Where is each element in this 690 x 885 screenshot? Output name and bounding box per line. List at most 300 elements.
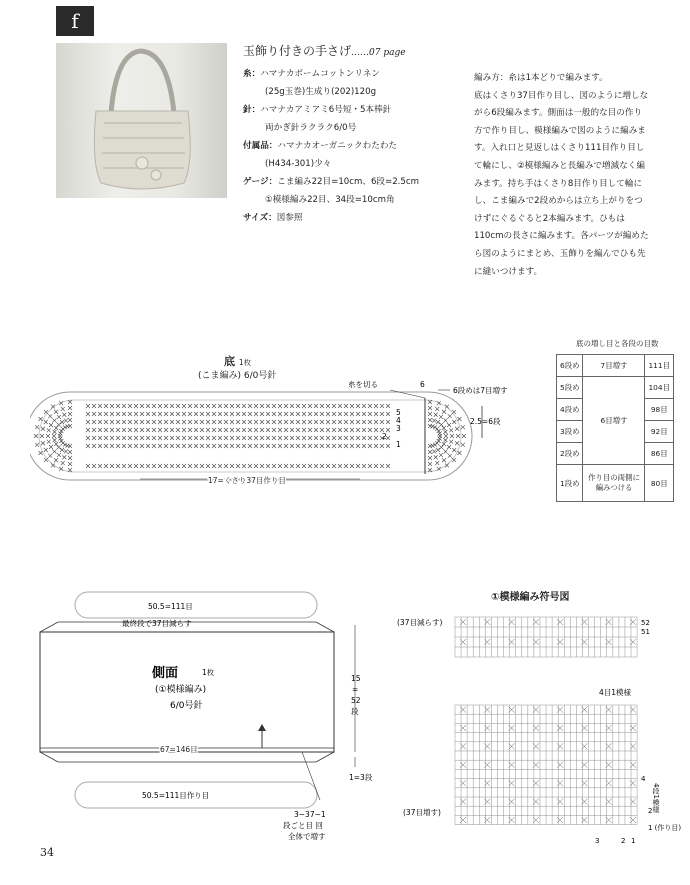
stitch-mark: [212, 464, 216, 468]
dec-note: (37目減らす): [397, 618, 443, 627]
stitch-mark: [60, 448, 64, 452]
stitch-mark: [212, 412, 216, 416]
stitch-mark: [272, 404, 276, 408]
stitch-mark: [308, 444, 312, 448]
stitch-mark: [224, 444, 228, 448]
total-cell: 80目: [645, 465, 674, 502]
stitch-mark: [326, 428, 330, 432]
stitch-mark: [332, 412, 336, 416]
stitch-mark: [326, 464, 330, 468]
stitch-mark: [449, 440, 453, 444]
row-number: 4: [641, 775, 646, 783]
stitch-mark: [461, 425, 465, 429]
stitch-mark: [182, 428, 186, 432]
total-cell: 98目: [645, 399, 674, 421]
stitch-mark: [338, 420, 342, 424]
instruction-line: て輪にし、②模様編みと長編みで増減なく編: [474, 160, 645, 171]
stitch-mark: [296, 436, 300, 440]
inc-note: 段ごと目 回: [283, 821, 323, 830]
stitch-mark: [194, 444, 198, 448]
stitch-mark: [218, 428, 222, 432]
stitch-mark: [104, 464, 108, 468]
stitch-mark: [116, 444, 120, 448]
stitch-mark: [170, 404, 174, 408]
stitch-mark: [170, 428, 174, 432]
round-cell: 3段め: [557, 421, 583, 443]
stitch-mark: [260, 404, 264, 408]
stitch-mark: [242, 420, 246, 424]
stitch-mark: [92, 436, 96, 440]
stitch-mark: [224, 464, 228, 468]
spec-text: (25g玉巻)生成り(202)120g: [265, 87, 377, 97]
stitch-mark: [98, 436, 102, 440]
stitch-mark: [442, 410, 446, 414]
instruction-line: す。入れ口と見返しはくさり111目作り目し: [474, 143, 645, 154]
stitch-mark: [436, 448, 440, 452]
stitch-mark: [272, 428, 276, 432]
title-text: 玉飾り付きの手さげ: [243, 44, 352, 58]
stitch-mark: [182, 464, 186, 468]
stitch-mark: [428, 456, 432, 460]
stitch-mark: [218, 444, 222, 448]
stitch-mark: [54, 410, 58, 414]
stitch-mark: [158, 444, 162, 448]
row-label: 4: [396, 416, 401, 425]
inc-cell: 作り目の両側に編みつける: [583, 465, 645, 502]
stitch-mark: [212, 444, 216, 448]
round-cell: 4段め: [557, 399, 583, 421]
stitch-mark: [284, 420, 288, 424]
stitch-mark: [332, 420, 336, 424]
stitch-mark: [314, 428, 318, 432]
stitch-mark: [98, 420, 102, 424]
stitch-mark: [158, 412, 162, 416]
stitch-mark: [218, 412, 222, 416]
stitch-mark: [188, 428, 192, 432]
stitch-mark: [164, 428, 168, 432]
stitch-mark: [188, 464, 192, 468]
section-letter: f: [56, 6, 94, 36]
stitch-mark: [302, 412, 306, 416]
stitch-mark: [122, 444, 126, 448]
stitch-mark: [140, 436, 144, 440]
stitch-mark: [448, 454, 452, 458]
stitch-mark: [350, 436, 354, 440]
stitch-mark: [98, 412, 102, 416]
spec-line: [243, 160, 331, 169]
height-unit: 段: [351, 707, 359, 716]
stitch-mark: [260, 420, 264, 424]
height-rows: 52: [351, 696, 361, 705]
stitch-mark: [320, 404, 324, 408]
stitch-mark: [176, 420, 180, 424]
stitch-mark: [206, 420, 210, 424]
stitch-mark: [134, 436, 138, 440]
stitch-mark: [350, 444, 354, 448]
bag-illustration: [56, 43, 227, 198]
stitch-mark: [326, 412, 330, 416]
round-cell: 2段め: [557, 443, 583, 465]
stitch-mark: [362, 444, 366, 448]
stitch-mark: [122, 428, 126, 432]
stitch-mark: [176, 444, 180, 448]
stitch-mark: [248, 436, 252, 440]
stitch-mark: [86, 436, 90, 440]
stitch-mark: [134, 412, 138, 416]
stitch-mark: [248, 428, 252, 432]
stitch-mark: [362, 404, 366, 408]
inc-cell: 6目増す: [583, 377, 645, 465]
stitch-mark: [266, 412, 270, 416]
stitch-mark: [86, 404, 90, 408]
stitch-mark: [461, 443, 465, 447]
stitch-mark: [236, 436, 240, 440]
stitch-mark: [308, 436, 312, 440]
stitch-mark: [242, 404, 246, 408]
stitch-mark: [122, 420, 126, 424]
stitch-mark: [350, 420, 354, 424]
stitch-mark: [62, 455, 66, 459]
stitch-mark: [44, 458, 48, 462]
foundation-label: 17=くさり37目作り目: [208, 476, 286, 485]
spec-text: ハマナカオーガニックわたわた: [277, 141, 398, 151]
stitch-mark: [158, 436, 162, 440]
instruction-line: 110cmの長さに編みます。各パーツが編めた: [474, 231, 649, 242]
stitch-mark: [128, 404, 132, 408]
pattern-chart: [395, 605, 687, 845]
stitch-mark: [41, 441, 45, 445]
total-cell: 86目: [645, 443, 674, 465]
stitch-mark: [242, 464, 246, 468]
chart-title: ①模様編み符号図: [491, 592, 570, 603]
stitch-mark: [194, 404, 198, 408]
inc-note: 3~37~1: [294, 810, 326, 819]
instruction-line: 方で作り目し、模様編みで図のように編みま: [474, 125, 646, 136]
stitch-mark: [254, 436, 258, 440]
inc-note: (37目増す): [403, 808, 441, 817]
stitch-mark: [188, 420, 192, 424]
stitch-mark: [86, 464, 90, 468]
stitch-mark: [278, 464, 282, 468]
bottom-title-text: 底: [224, 355, 235, 368]
instruction-line: 底はくさり37目作り目し、図のように増しな: [474, 90, 649, 101]
stitch-mark: [374, 464, 378, 468]
instruction-line: し、こま編みで2段めからは立ち上がりをつ: [474, 196, 643, 207]
stitch-mark: [54, 442, 58, 446]
stitch-mark: [386, 444, 390, 448]
stitch-mark: [308, 420, 312, 424]
stitch-mark: [432, 419, 436, 423]
height-eq: =: [352, 685, 359, 694]
stitch-mark: [68, 418, 72, 422]
stitch-mark: [449, 428, 453, 432]
stitch-mark: [104, 428, 108, 432]
stitch-mark: [308, 428, 312, 432]
stitch-mark: [278, 404, 282, 408]
stitch-mark: [212, 436, 216, 440]
stitch-mark: [444, 450, 448, 454]
stitch-mark: [92, 464, 96, 468]
stitch-mark: [428, 444, 432, 448]
stitch-mark: [158, 428, 162, 432]
stitch-mark: [98, 404, 102, 408]
side-panel-diagram: [30, 585, 375, 855]
stitch-mark: [52, 418, 56, 422]
round-cell: 1段め: [557, 465, 583, 502]
stitch-mark: [368, 436, 372, 440]
side-needle: 6/0号針: [170, 701, 203, 711]
stitch-mark: [338, 464, 342, 468]
stitch-mark: [439, 423, 443, 427]
spec-line: [243, 88, 376, 97]
stitch-mark: [442, 442, 446, 446]
stitch-mark: [302, 464, 306, 468]
stitch-mark: [455, 441, 459, 445]
stitch-mark: [320, 436, 324, 440]
stitch-mark: [146, 420, 150, 424]
stitch-mark: [338, 428, 342, 432]
stitch-mark: [368, 464, 372, 468]
spec-label: サイズ：: [243, 213, 277, 223]
stitch-mark: [68, 462, 72, 466]
stitch-mark: [224, 436, 228, 440]
stitch-mark: [146, 436, 150, 440]
stitch-mark: [104, 444, 108, 448]
stitch-mark: [442, 426, 446, 430]
stitch-mark: [182, 412, 186, 416]
stitch-mark: [344, 444, 348, 448]
stitch-mark: [302, 436, 306, 440]
stitch-mark: [344, 464, 348, 468]
stitch-mark: [350, 404, 354, 408]
spec-label: 付属品：: [243, 141, 278, 151]
stitch-mark: [332, 404, 336, 408]
stitch-mark: [110, 464, 114, 468]
spec-line: [243, 70, 380, 79]
stitch-mark: [57, 415, 61, 419]
stitch-mark: [320, 464, 324, 468]
stitch-mark: [206, 444, 210, 448]
side-count: 1枚: [202, 668, 215, 677]
stitch-mark: [170, 412, 174, 416]
row-number: 1 (作り目): [648, 824, 682, 832]
stitch-mark: [380, 404, 384, 408]
stitch-mark: [116, 436, 120, 440]
top-band-outline: [75, 592, 317, 618]
stitch-mark: [146, 464, 150, 468]
stitch-mark: [134, 404, 138, 408]
stitch-mark: [272, 436, 276, 440]
spec-text: ハマナカボームコットンリネン: [260, 69, 381, 79]
stitch-mark: [356, 436, 360, 440]
stitch-mark: [212, 428, 216, 432]
stitch-mark: [152, 420, 156, 424]
stitch-mark: [128, 436, 132, 440]
instruction-line: けずにぐるぐると2本編みます。ひもは: [474, 213, 625, 224]
stitch-mark: [380, 412, 384, 416]
table-row: [557, 377, 674, 399]
stitch-mark: [52, 434, 56, 438]
stitch-mark: [47, 428, 51, 432]
stitch-mark: [302, 420, 306, 424]
stitch-mark: [452, 448, 456, 452]
stitch-mark: [260, 428, 264, 432]
stitch-mark: [170, 436, 174, 440]
chart-grid: [455, 617, 637, 825]
stitch-mark: [296, 420, 300, 424]
row-label: 5: [396, 408, 401, 417]
stitch-mark: [35, 425, 39, 429]
stitch-mark: [356, 444, 360, 448]
stitch-mark: [434, 413, 438, 417]
stitch-mark: [152, 412, 156, 416]
stitch-mark: [53, 438, 57, 442]
stitch-mark: [457, 451, 461, 455]
stitch-mark: [49, 423, 53, 427]
stitch-mark: [428, 406, 432, 410]
spec-label: 糸：: [243, 69, 261, 79]
stitch-mark: [356, 412, 360, 416]
stitch-mark: [308, 412, 312, 416]
stitch-mark: [224, 404, 228, 408]
stitch-mark: [52, 450, 56, 454]
stitch-mark: [176, 436, 180, 440]
stitch-mark: [188, 444, 192, 448]
stitch-mark: [296, 404, 300, 408]
stitch-mark: [60, 420, 64, 424]
stitch-mark: [86, 428, 90, 432]
stitch-mark: [320, 444, 324, 448]
spec-label: 針：: [243, 105, 261, 115]
stitch-mark: [362, 428, 366, 432]
stitch-mark: [53, 430, 57, 434]
stitch-mark: [428, 450, 432, 454]
stitch-mark: [308, 464, 312, 468]
stitch-mark: [57, 453, 61, 457]
stitch-mark: [362, 464, 366, 468]
stitch-mark: [254, 412, 258, 416]
stitch-mark: [290, 420, 294, 424]
stitch-mark: [450, 434, 454, 438]
increase-table-caption: 底の増し目と各段の目数: [576, 339, 659, 348]
stitch-mark: [200, 420, 204, 424]
stitch-mark: [41, 427, 45, 431]
stitch-mark: [152, 428, 156, 432]
stitch-mark: [290, 404, 294, 408]
stitch-mark: [436, 420, 440, 424]
stitch-mark: [284, 428, 288, 432]
stitch-mark: [230, 420, 234, 424]
stitch-mark: [98, 464, 102, 468]
stitch-mark: [68, 412, 72, 416]
stitch-mark: [176, 404, 180, 408]
spec-text: こま編み22目=10cm、6段=2.5cm: [277, 177, 419, 187]
stitch-mark: [368, 428, 372, 432]
stitch-mark: [206, 464, 210, 468]
stitch-mark: [170, 464, 174, 468]
stitch-mark: [236, 428, 240, 432]
stitch-mark: [386, 464, 390, 468]
stitch-mark: [116, 428, 120, 432]
stitch-mark: [435, 441, 439, 445]
stitch-mark: [236, 404, 240, 408]
side-pattern: (①模様編み): [155, 685, 207, 695]
stitch-mark: [443, 430, 447, 434]
stitch-mark: [61, 461, 65, 465]
stitch-mark: [128, 412, 132, 416]
spec-text: 両かぎ針ラクラク6/0号: [265, 123, 357, 133]
stitch-mark: [308, 404, 312, 408]
instruction-line: がら6段編みます。側面は一般的な目の作り: [474, 108, 643, 119]
cut-leader: [390, 390, 425, 398]
stitch-mark: [164, 464, 168, 468]
stitch-mark: [152, 436, 156, 440]
stitch-mark: [338, 412, 342, 416]
stitch-mark: [146, 428, 150, 432]
stitch-mark: [368, 412, 372, 416]
stitch-mark: [447, 423, 451, 427]
stitch-mark: [170, 420, 174, 424]
stitch-mark: [456, 434, 460, 438]
stitch-mark: [443, 438, 447, 442]
bag-photo: [56, 43, 227, 198]
stitch-mark: [146, 412, 150, 416]
stitch-mark: [386, 412, 390, 416]
stitch-mark: [48, 414, 52, 418]
row-number: 2: [648, 807, 653, 815]
stitch-mark: [435, 427, 439, 431]
stitch-mark: [374, 444, 378, 448]
instruction-line: みます。持ち手はくさり8目作り目して輪に: [474, 178, 643, 189]
spec-line: [243, 214, 302, 223]
stitch-mark: [218, 420, 222, 424]
stitch-mark: [435, 461, 439, 465]
stitch-mark: [86, 412, 90, 416]
stitch-mark: [242, 444, 246, 448]
stitch-mark: [452, 410, 456, 414]
stitch-mark: [140, 412, 144, 416]
inc-note: 全体で増す: [288, 832, 326, 841]
stitch-mark: [200, 444, 204, 448]
stitch-mark: [242, 412, 246, 416]
stitch-mark: [206, 404, 210, 408]
stitch-mark: [236, 444, 240, 448]
stitch-mark: [164, 420, 168, 424]
spec-line: [243, 142, 397, 151]
stitch-mark: [164, 412, 168, 416]
stitch-mark: [86, 420, 90, 424]
stitch-mark: [332, 436, 336, 440]
stitch-mark: [200, 436, 204, 440]
instructions: [474, 70, 688, 281]
stitch-mark: [146, 404, 150, 408]
col-number: 2: [621, 837, 626, 845]
row6-number: 6: [420, 380, 425, 389]
stitch-mark: [356, 404, 360, 408]
stitch-mark: [110, 420, 114, 424]
stitch-mark: [230, 428, 234, 432]
stitch-mark: [122, 404, 126, 408]
round-cell: 6段め: [557, 355, 583, 377]
stitch-mark: [260, 444, 264, 448]
stitch-mark: [284, 436, 288, 440]
page-number: 34: [40, 846, 54, 859]
stitch-mark: [448, 414, 452, 418]
stitch-mark: [224, 412, 228, 416]
stitch-mark: [435, 407, 439, 411]
stitch-mark: [188, 436, 192, 440]
stitch-mark: [92, 420, 96, 424]
